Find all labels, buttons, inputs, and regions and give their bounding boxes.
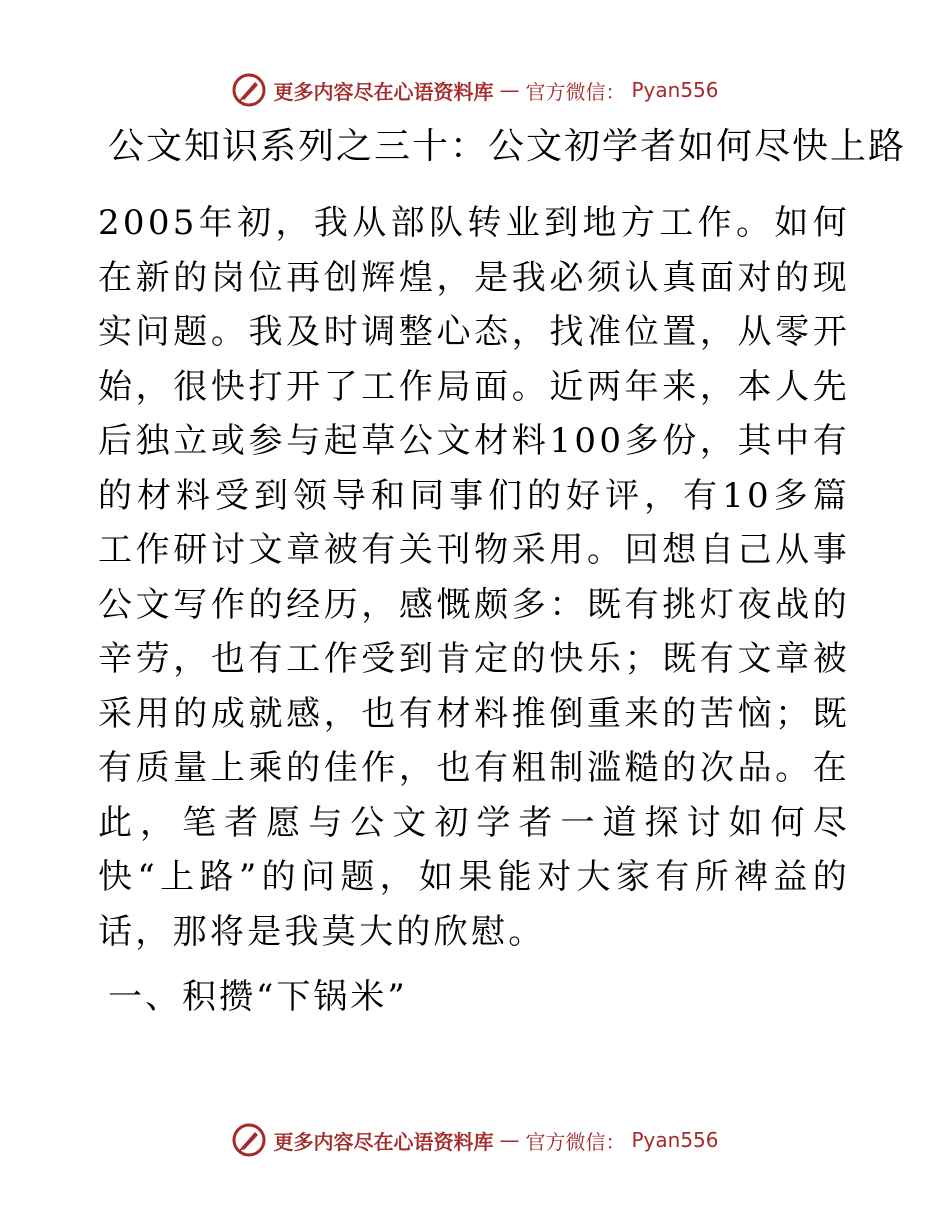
watermark-wechat-label: 官方微信： — [525, 1129, 626, 1154]
document-title: 公文知识系列之三十：公文初学者如何尽快上路 — [108, 126, 907, 167]
watermark-dash: — — [499, 1128, 520, 1152]
watermark-wechat-id: Pyan556 — [631, 1128, 719, 1152]
watermark-dash: — — [499, 78, 520, 102]
watermark-text: 更多内容尽在心语资料库 — [273, 1129, 494, 1154]
header-watermark — [0, 70, 950, 110]
footer-watermark — [0, 1120, 950, 1160]
section-heading: 一、积攒“下锅米” — [108, 977, 408, 1017]
watermark-text: 更多内容尽在心语资料库 — [273, 79, 494, 104]
body-paragraph: 2005年初，我从部队转业到地方工作。如何在新的岗位再创辉煌，是我必须认真面对的现实问题。我及时调整心态，找准位置，从零开始，很快打开了工作局面。近两年来，本人先后独立或参与起草公文材料100多份，其中有的材料受到领导和同事们的好评，有10多篇工作研讨文章被有关刊物采用。回想自己从事公文写作的经历，感慨颇多：既有挑灯夜战的辛劳，也有工作受到肯定的快乐；既有文章被采用的成就感，也有材料推倒重来的苦恼；既有质量上乘的佳作，也有粗制滥糙的次品。在此，笔者愿与公文初学者一道探讨如何尽快“上路”的问题，如果能对大家有所裨益的话，那将是我莫大的欣慰。 — [98, 203, 850, 952]
watermark-wechat-label: 官方微信： — [525, 79, 626, 104]
quill-seal-icon — [231, 1122, 267, 1158]
quill-seal-icon — [231, 72, 267, 108]
watermark-wechat-id: Pyan556 — [631, 78, 719, 102]
